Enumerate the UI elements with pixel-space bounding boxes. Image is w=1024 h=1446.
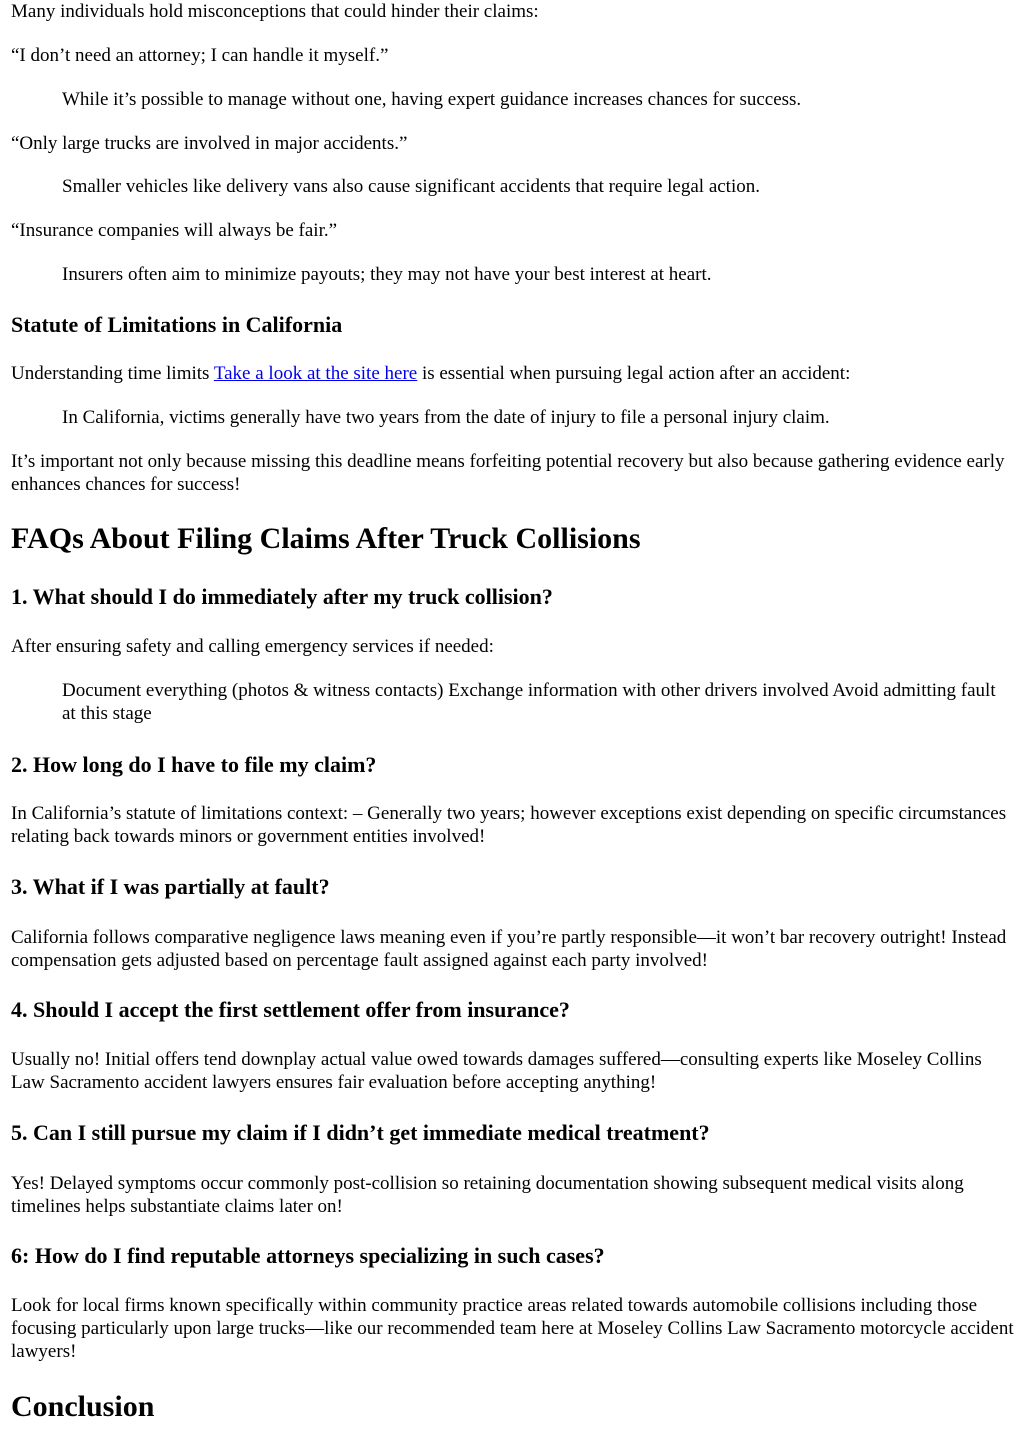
faq-6-answer: Look for local firms known specifically within community practice areas related towards automobile collisions including those focusing particularly upon large trucks—like our recommended team here at Moseley Collins Law Sacramento motorcycle accident lawyers!	[11, 1295, 1014, 1362]
statute-intro-after: is essential when pursuing legal action after an accident:	[417, 363, 851, 384]
site-link[interactable]: Take a look at the site here	[213, 363, 418, 384]
statute-note: It’s important not only because missing this deadline means forfeiting potential recovery but also because gathering evidence early enhances chances for success!	[11, 451, 1005, 495]
faq-2-answer: In California’s statute of limitations context: – Generally two years; however exceptions exist depending on specific circumstances relating back towards minors or government entities involved!	[11, 803, 1007, 847]
faq-3-answer: California follows comparative negligence laws meaning even if you’re partly responsible—it won’t bar recovery outright! Instead compensation gets adjusted based on percentage fault assigned against each party involved!	[11, 927, 1007, 971]
faq-4-question: 4. Should I accept the first settlement offer from insurance?	[11, 997, 570, 1022]
faqs-heading: FAQs About Filing Claims After Truck Collisions	[11, 522, 641, 555]
faq-6-question: 6: How do I find reputable attorneys specializing in such cases?	[11, 1243, 605, 1268]
misconceptions-intro: Many individuals hold misconceptions that could hinder their claims:	[11, 1, 539, 22]
faq-5-question: 5. Can I still pursue my claim if I didn’t get immediate medical treatment?	[11, 1120, 710, 1145]
myth-1-reply: While it’s possible to manage without one, having expert guidance increases chances for success.	[62, 89, 802, 110]
statute-intro-before: Understanding time limits	[11, 363, 214, 384]
faq-2-question: 2. How long do I have to file my claim?	[11, 752, 377, 777]
faq-5-answer: Yes! Delayed symptoms occur commonly post-collision so retaining documentation showing subsequent medical visits along timelines helps substantiate claims later on!	[11, 1173, 964, 1217]
faq-1-answer: After ensuring safety and calling emergency services if needed:	[11, 636, 494, 657]
statute-heading: Statute of Limitations in California	[11, 312, 343, 337]
myth-2: “Only large trucks are involved in major accidents.”	[11, 133, 408, 154]
faq-3-question: 3. What if I was partially at fault?	[11, 874, 330, 899]
myth-1: “I don’t need an attorney; I can handle it myself.”	[11, 45, 389, 66]
faq-1-question: 1. What should I do immediately after my truck collision?	[11, 584, 553, 609]
statute-intro	[11, 362, 1015, 385]
statute-quote: In California, victims generally have two years from the date of injury to file a personal injury claim.	[62, 407, 830, 428]
faq-1-quote: Document everything (photos & witness contacts) Exchange information with other drivers involved Avoid admitting fault at this stage	[62, 680, 996, 724]
myth-3: “Insurance companies will always be fair.”	[11, 220, 338, 241]
myth-3-reply: Insurers often aim to minimize payouts; they may not have your best interest at heart.	[62, 264, 712, 285]
conclusion-heading: Conclusion	[11, 1390, 155, 1423]
myth-2-reply: Smaller vehicles like delivery vans also cause significant accidents that require legal action.	[62, 176, 760, 197]
faq-4-answer: Usually no! Initial offers tend downplay actual value owed towards damages suffered—consulting experts like Moseley Collins Law Sacramento accident lawyers ensures fair evaluation before accepting anything!	[11, 1049, 982, 1093]
